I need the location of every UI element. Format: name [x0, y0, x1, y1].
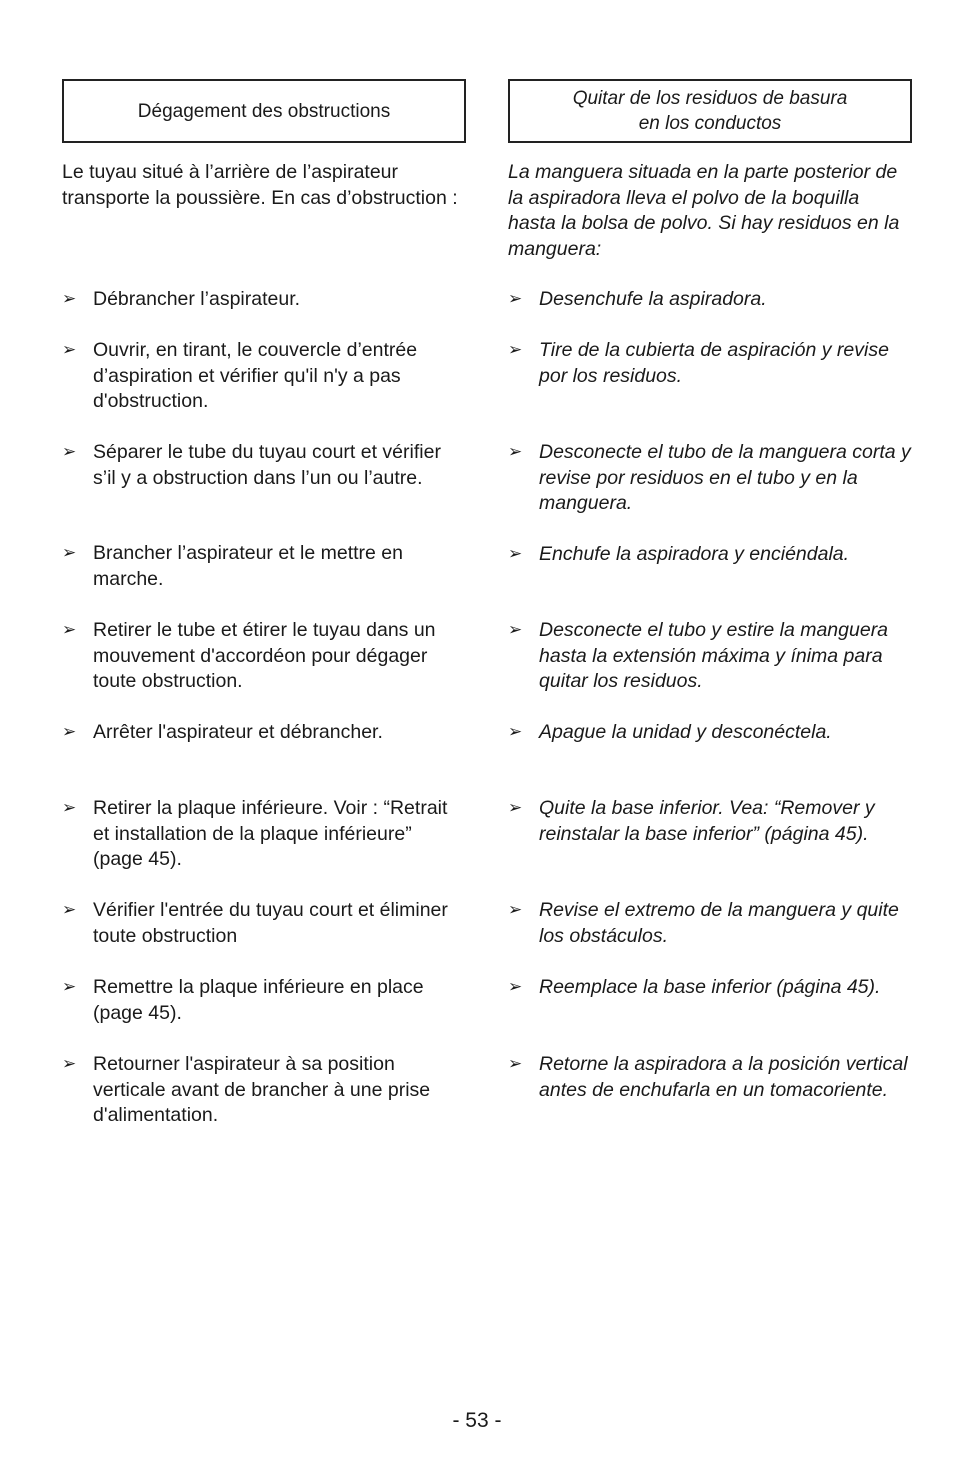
- spanish-step: ➢ Enchufe la aspiradora y enciéndala.: [508, 542, 912, 568]
- spanish-step: ➢ Desconecte el tubo de la manguera corta y revise por residuos en el tubo y en la manguera.: [508, 440, 912, 517]
- french-step: ➢ Brancher l’aspirateur et le mettre en marche.: [62, 541, 466, 592]
- spanish-step: ➢ Retorne la aspiradora a la posición vertical antes de enchufarla en un tomacoriente.: [508, 1052, 912, 1103]
- arrow-bullet-icon: ➢: [62, 977, 77, 997]
- spanish-heading-line1: Quitar de los residuos de basura: [572, 88, 848, 109]
- french-column: [62, 79, 466, 1126]
- arrow-bullet-icon: ➢: [508, 900, 523, 920]
- french-step: ➢ Séparer le tube du tuyau court et vérifier s’il y a obstruction dans l’un ou l’autre.: [62, 440, 466, 491]
- page-number: - 53 -: [452, 1409, 502, 1432]
- spanish-step: ➢ Desconecte el tubo y estire la manguera hasta la extensión máxima y ínima para quitar los residuos.: [508, 618, 912, 695]
- arrow-bullet-icon: ➢: [62, 620, 77, 640]
- spanish-step: ➢ Apague la unidad y desconéctela.: [508, 720, 912, 746]
- french-step: ➢ Remettre la plaque inférieure en place (page 45).: [62, 975, 466, 1026]
- arrow-bullet-icon: ➢: [508, 442, 523, 462]
- arrow-bullet-icon: ➢: [508, 722, 523, 742]
- spanish-column: [508, 79, 912, 1101]
- arrow-bullet-icon: ➢: [62, 1054, 77, 1074]
- arrow-bullet-icon: ➢: [508, 340, 523, 360]
- french-step: ➢ Vérifier l'entrée du tuyau court et éliminer toute obstruction: [62, 898, 466, 949]
- arrow-bullet-icon: ➢: [62, 900, 77, 920]
- arrow-bullet-icon: ➢: [62, 340, 77, 360]
- french-step: ➢ Retirer le tube et étirer le tuyau dans un mouvement d'accordéon pour dégager toute obstruction.: [62, 618, 466, 695]
- spanish-intro: La manguera situada en la parte posterior de la aspiradora lleva el polvo de la boquilla hasta la bolsa de polvo. Si hay residuos en la manguera:: [508, 161, 900, 260]
- french-step: ➢ Ouvrir, en tirant, le couvercle d’entrée d’aspiration et vérifier qu'il n'y a pas d'obstruction.: [62, 338, 466, 415]
- arrow-bullet-icon: ➢: [508, 977, 523, 997]
- spanish-step: ➢ Quite la base inferior. Vea: “Remover y reinstalar la base inferior” (página 45).: [508, 796, 912, 847]
- arrow-bullet-icon: ➢: [508, 289, 523, 309]
- french-step: ➢ Débrancher l’aspirateur.: [62, 287, 466, 313]
- french-step: ➢ Retourner l'aspirateur à sa position verticale avant de brancher à une prise d'alimentation.: [62, 1052, 466, 1129]
- arrow-bullet-icon: ➢: [508, 544, 523, 564]
- french-step: ➢ Arrêter l'aspirateur et débrancher.: [62, 720, 466, 746]
- spanish-heading-box: [508, 79, 912, 143]
- arrow-bullet-icon: ➢: [508, 620, 523, 640]
- french-heading: Dégagement des obstructions: [137, 100, 391, 122]
- arrow-bullet-icon: ➢: [508, 798, 523, 818]
- spanish-step: ➢ Tire de la cubierta de aspiración y revise por los residuos.: [508, 338, 912, 389]
- spanish-step: ➢ Revise el extremo de la manguera y quite los obstáculos.: [508, 898, 912, 949]
- arrow-bullet-icon: ➢: [62, 289, 77, 309]
- arrow-bullet-icon: ➢: [62, 442, 77, 462]
- french-step: ➢ Retirer la plaque inférieure. Voir : “Retrait et installation de la plaque inférieure” (page 45).: [62, 796, 466, 873]
- french-heading-box: [62, 79, 466, 143]
- spanish-step: ➢ Desenchufe la aspiradora.: [508, 287, 912, 313]
- arrow-bullet-icon: ➢: [62, 543, 77, 563]
- arrow-bullet-icon: ➢: [508, 1054, 523, 1074]
- spanish-step: ➢ Reemplace la base inferior (página 45).: [508, 975, 912, 1001]
- spanish-heading-line2: en los conductos: [638, 113, 782, 134]
- arrow-bullet-icon: ➢: [62, 798, 77, 818]
- arrow-bullet-icon: ➢: [62, 722, 77, 742]
- french-intro: Le tuyau situé à l’arrière de l’aspirateur transporte la poussière. En cas d’obstruction :: [62, 161, 458, 209]
